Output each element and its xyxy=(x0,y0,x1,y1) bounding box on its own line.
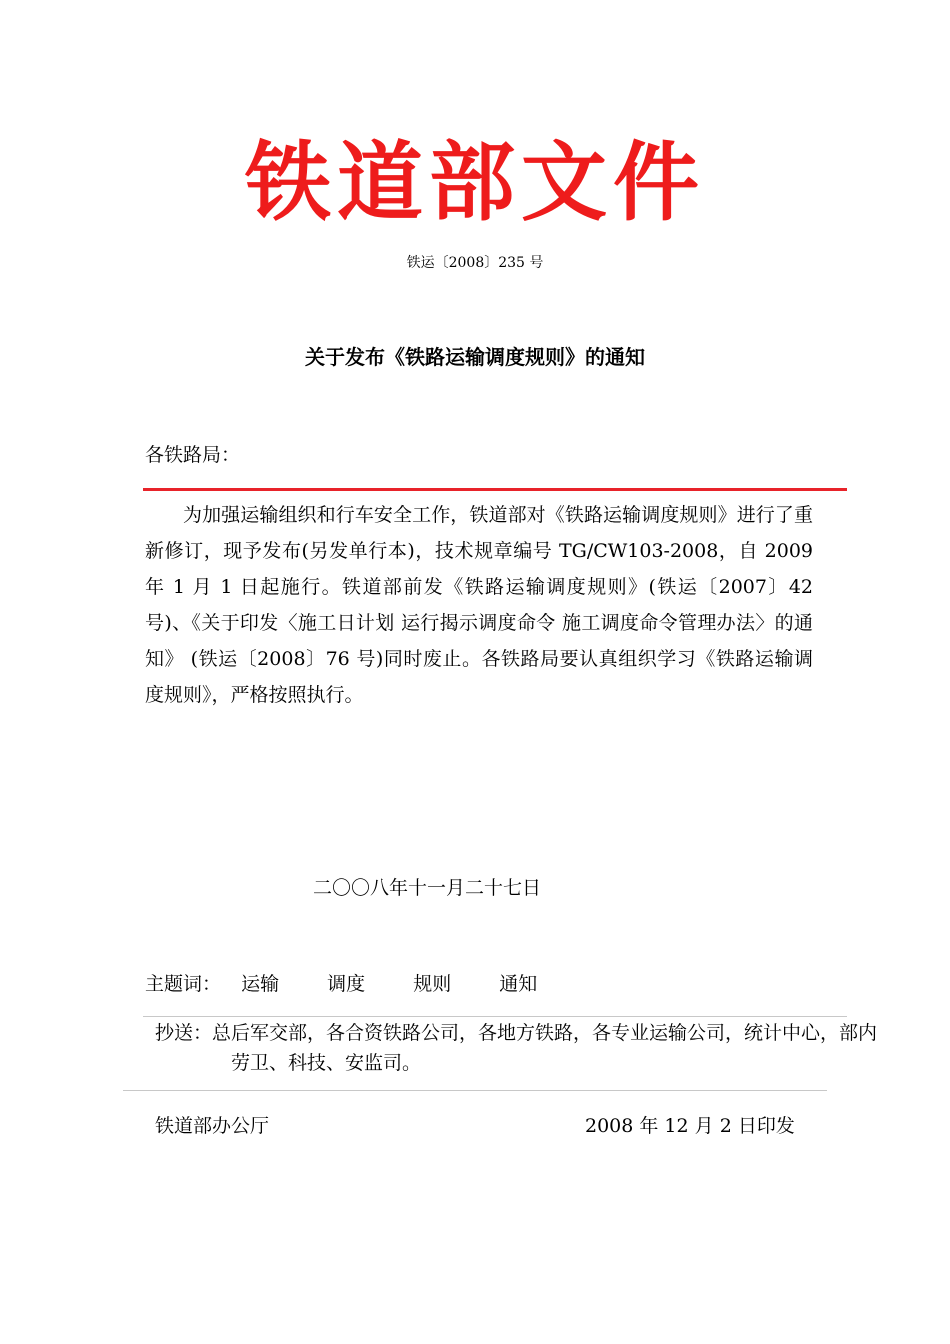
notice-title: 关于发布《铁路运输调度规则》的通知 xyxy=(305,345,645,369)
document-number: 铁运〔2008〕235 号 xyxy=(406,255,544,271)
addressee: 各铁路局： xyxy=(145,444,241,466)
keyword-item: 调度 xyxy=(327,973,366,995)
keyword-item: 运输 xyxy=(241,973,280,995)
red-separator-line xyxy=(143,488,847,491)
keyword-item: 规则 xyxy=(413,973,452,995)
issue-date: 2008 年 12 月 2 日印发 xyxy=(585,1115,795,1137)
issuing-office: 铁道部办公厅 xyxy=(155,1115,270,1137)
masthead-title: 铁道部文件 xyxy=(245,132,705,233)
keyword-item: 通知 xyxy=(499,973,538,995)
cc-top-divider xyxy=(143,1016,847,1017)
cc-recipients: 总后军交部，各合资铁路公司，各地方铁路，各专业运输公司，统计中心，部内劳卫、科技、安监司。 xyxy=(212,1022,878,1074)
keywords-label: 主题词： xyxy=(145,973,222,995)
cc-distribution xyxy=(155,1018,891,1078)
notice-body: 为加强运输组织和行车安全工作，铁道部对《铁路运输调度规则》进行了重新修订，现予发布(另发单行本)，技术规章编号 TG/CW103-2008，自 2009 年 1 月 1 日起施行。铁道部前发《铁路运输调度规则》(铁运〔2007〕42 号)、《关于印发〈施工日计划 运行揭示调度命令 施工调度命令管理办法〉的通知》 (铁运〔2008〕76 号)同时废止。各铁路局要认真组织学习《铁路运输调度规则》，严格按照执行。 xyxy=(145,504,813,706)
cc-label: 抄送： xyxy=(155,1022,213,1044)
subject-keywords xyxy=(145,969,579,999)
cc-bottom-divider xyxy=(123,1090,827,1091)
signing-date: 二〇〇八年十一月二十七日 xyxy=(313,877,542,899)
